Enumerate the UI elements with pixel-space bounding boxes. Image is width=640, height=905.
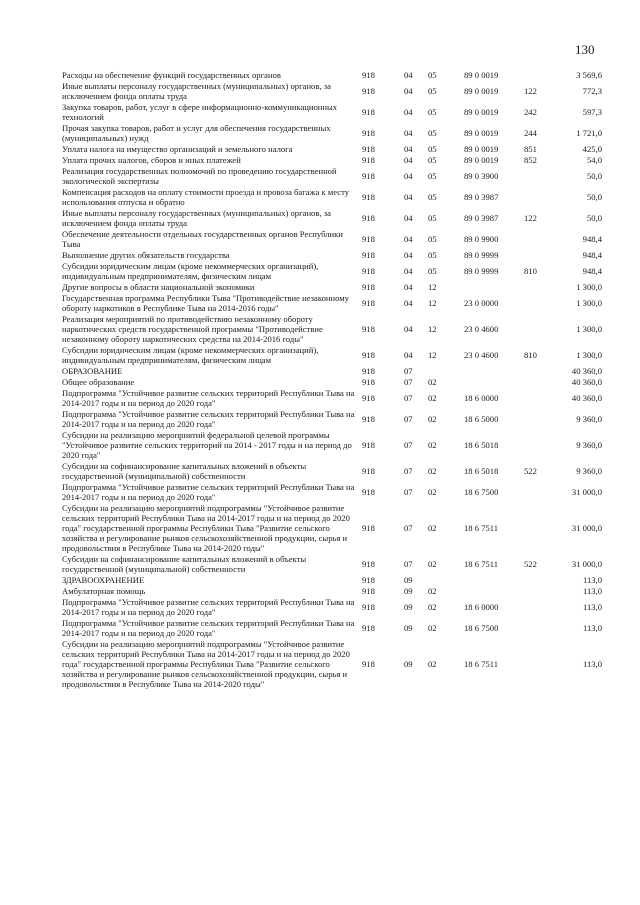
row-amount: 1 721,0 — [576, 128, 602, 138]
row-name: Государственная программа Республики Тыва "Противодействие незаконному обороту наркотиков в Республике Тыва на 2014-2016 годы" — [62, 293, 349, 313]
row-name: Уплата налога на имущество организаций и земельного налога — [62, 144, 293, 154]
row-grbs-code: 918 — [362, 523, 375, 533]
row-expense-type — [524, 293, 554, 314]
row-amount: 9 360,0 — [576, 440, 602, 450]
row-expense-type — [524, 377, 554, 388]
row-grbs-code: 918 — [362, 250, 375, 260]
row-subsection-code: 02 — [428, 602, 437, 612]
row-name: Реализация мероприятий по противодействию незаконному обороту наркотических средств государственной программы "Противодействие незаконному обороту наркотических средства на 2014-2016 годы" — [62, 314, 323, 344]
row-section-code: 04 — [404, 171, 413, 181]
row-section-code: 09 — [404, 586, 413, 596]
row-name: Субсидии на софинансирование капитальных вложений в объекты государственной (муниципальной) собственности — [62, 461, 307, 481]
row-grbs-code: 918 — [362, 70, 375, 80]
row-subsection-code: 12 — [428, 324, 437, 334]
row-subsection-code: 05 — [428, 192, 437, 202]
row-expense-type — [524, 597, 554, 618]
row-grbs-code: 918 — [362, 602, 375, 612]
row-subsection-code: 05 — [428, 155, 437, 165]
row-amount: 50,0 — [586, 213, 602, 223]
row-expense-type: 522 — [524, 559, 537, 569]
row-target-article: 18 6 7511 — [464, 523, 499, 533]
row-target-article: 23 0 0000 — [464, 298, 499, 308]
row-subsection-code: 05 — [428, 144, 437, 154]
row-subsection-code: 02 — [428, 466, 437, 476]
row-expense-type: 852 — [524, 155, 537, 165]
row-expense-type — [524, 639, 554, 690]
row-grbs-code: 918 — [362, 623, 375, 633]
row-section-code: 07 — [404, 377, 413, 387]
row-subsection-code: 02 — [428, 393, 437, 403]
row-section-code: 04 — [404, 128, 413, 138]
row-subsection-code: 12 — [428, 350, 437, 360]
row-section-code: 07 — [404, 440, 413, 450]
row-name: Выполнение других обязательств государства — [62, 250, 230, 260]
row-subsection-code: 05 — [428, 213, 437, 223]
table-row — [62, 597, 602, 618]
row-target-article: 18 6 5018 — [464, 466, 499, 476]
table-row — [62, 618, 602, 639]
row-grbs-code: 918 — [362, 366, 375, 376]
row-expense-type — [524, 503, 554, 554]
table-row — [62, 123, 602, 144]
row-amount: 113,0 — [582, 586, 602, 596]
row-target-article: 89 0 9999 — [464, 250, 499, 260]
table-row — [62, 187, 602, 208]
row-grbs-code: 918 — [362, 377, 375, 387]
row-amount: 40 360,0 — [571, 393, 602, 403]
row-grbs-code: 918 — [362, 282, 375, 292]
row-target-article: 18 6 0000 — [464, 393, 499, 403]
row-grbs-code: 918 — [362, 107, 375, 117]
row-name: Другие вопросы в области национальной экономики — [62, 282, 255, 292]
table-row — [62, 366, 602, 377]
row-grbs-code: 918 — [362, 213, 375, 223]
row-subsection-code: 05 — [428, 250, 437, 260]
row-section-code: 09 — [404, 659, 413, 669]
row-target-article — [464, 366, 524, 377]
row-amount: 50,0 — [586, 192, 602, 202]
row-subsection-code: 05 — [428, 86, 437, 96]
row-name: Подпрограмма "Устойчивое развитие сельских территорий Республики Тыва на 2014-2017 годы и на период до 2020 года" — [62, 618, 355, 638]
row-amount: 1 300,0 — [576, 298, 602, 308]
row-grbs-code: 918 — [362, 659, 375, 669]
row-grbs-code: 918 — [362, 466, 375, 476]
row-amount: 1 300,0 — [576, 350, 602, 360]
row-section-code: 07 — [404, 559, 413, 569]
table-row — [62, 430, 602, 461]
row-name: Субсидии на софинансирование капитальных вложений в объекты государственной (муниципальной) собственности — [62, 554, 307, 574]
row-section-code: 09 — [404, 575, 413, 585]
row-name: Обеспечение деятельности отдельных государственных органов Республики Тыва — [62, 229, 343, 249]
row-section-code: 09 — [404, 623, 413, 633]
row-subsection-code: 12 — [428, 282, 437, 292]
row-section-code: 07 — [404, 414, 413, 424]
row-grbs-code: 918 — [362, 586, 375, 596]
table-row — [62, 250, 602, 261]
row-name: Компенсация расходов на оплату стоимости проезда и провоза багажа к месту использования отпуска и обратно — [62, 187, 350, 207]
row-expense-type — [524, 575, 554, 586]
row-grbs-code: 918 — [362, 86, 375, 96]
table-row — [62, 639, 602, 690]
row-amount: 948,4 — [582, 234, 602, 244]
row-amount: 948,4 — [582, 250, 602, 260]
row-subsection-code: 02 — [428, 659, 437, 669]
row-target-article — [464, 586, 524, 597]
row-expense-type — [524, 586, 554, 597]
row-name: Субсидии юридическим лицам (кроме некоммерческих организаций), индивидуальным предпринимателям, физическим лицам — [62, 345, 319, 365]
row-subsection-code: 02 — [428, 414, 437, 424]
row-section-code: 04 — [404, 86, 413, 96]
table-row — [62, 293, 602, 314]
row-section-code: 07 — [404, 466, 413, 476]
row-subsection-code: 05 — [428, 266, 437, 276]
row-target-article: 89 0 0019 — [464, 128, 499, 138]
row-amount: 40 360,0 — [571, 377, 602, 387]
table-row — [62, 166, 602, 187]
row-expense-type — [524, 166, 554, 187]
table-row — [62, 388, 602, 409]
table-row — [62, 503, 602, 554]
row-expense-type: 522 — [524, 466, 537, 476]
budget-table-body — [62, 70, 602, 690]
row-name: Расходы на обеспечение функций государственных органов — [62, 70, 281, 80]
table-row — [62, 208, 602, 229]
row-grbs-code: 918 — [362, 171, 375, 181]
row-amount: 9 360,0 — [576, 414, 602, 424]
table-row — [62, 345, 602, 366]
row-expense-type: 851 — [524, 144, 537, 154]
row-subsection-code — [428, 366, 464, 377]
row-expense-type: 244 — [524, 128, 537, 138]
row-section-code: 04 — [404, 192, 413, 202]
row-section-code: 04 — [404, 144, 413, 154]
row-target-article — [464, 282, 524, 293]
row-expense-type — [524, 314, 554, 345]
row-section-code: 04 — [404, 324, 413, 334]
row-expense-type: 122 — [524, 86, 537, 96]
row-name: Прочая закупка товаров, работ и услуг для обеспечения государственных (муниципальных) нужд — [62, 123, 331, 143]
row-name: Подпрограмма "Устойчивое развитие сельских территорий Республики Тыва на 2014-2017 годы и на период до 2020 года" — [62, 409, 355, 429]
table-row — [62, 282, 602, 293]
table-row — [62, 229, 602, 250]
row-target-article: 18 6 7500 — [464, 623, 499, 633]
row-target-article: 89 0 0019 — [464, 86, 499, 96]
table-row — [62, 144, 602, 155]
row-subsection-code: 02 — [428, 523, 437, 533]
row-amount: 425,0 — [582, 144, 602, 154]
row-section-code: 04 — [404, 250, 413, 260]
row-subsection-code: 05 — [428, 70, 437, 80]
row-expense-type — [524, 430, 554, 461]
row-name: Подпрограмма "Устойчивое развитие сельских территорий Республики Тыва на 2014-2017 годы и на период до 2020 года" — [62, 482, 355, 502]
row-expense-type — [524, 282, 554, 293]
row-amount: 9 360,0 — [576, 466, 602, 476]
row-section-code: 07 — [404, 393, 413, 403]
row-grbs-code: 918 — [362, 575, 375, 585]
row-name: ОБРАЗОВАНИЕ — [62, 366, 123, 376]
row-section-code: 04 — [404, 282, 413, 292]
row-name: Общее образование — [62, 377, 135, 387]
row-target-article: 89 0 9900 — [464, 234, 499, 244]
row-subsection-code: 05 — [428, 107, 437, 117]
row-grbs-code: 918 — [362, 414, 375, 424]
row-target-article: 18 6 5000 — [464, 414, 499, 424]
row-amount: 50,0 — [586, 171, 602, 181]
row-expense-type — [524, 388, 554, 409]
row-target-article: 18 6 7500 — [464, 487, 499, 497]
row-grbs-code: 918 — [362, 350, 375, 360]
table-row — [62, 81, 602, 102]
row-target-article: 18 6 7511 — [464, 659, 499, 669]
row-grbs-code: 918 — [362, 128, 375, 138]
row-grbs-code: 918 — [362, 144, 375, 154]
row-expense-type — [524, 409, 554, 430]
row-section-code: 04 — [404, 107, 413, 117]
row-section-code: 07 — [404, 523, 413, 533]
row-target-article: 23 0 4600 — [464, 324, 499, 334]
row-target-article: 89 0 0019 — [464, 107, 499, 117]
row-grbs-code: 918 — [362, 192, 375, 202]
row-expense-type: 810 — [524, 266, 537, 276]
page-number: 130 — [575, 42, 595, 57]
row-target-article: 23 0 4600 — [464, 350, 499, 360]
table-row — [62, 102, 602, 123]
row-subsection-code: 05 — [428, 171, 437, 181]
row-subsection-code: 02 — [428, 487, 437, 497]
table-row — [62, 409, 602, 430]
row-target-article: 89 0 0019 — [464, 144, 499, 154]
row-expense-type: 122 — [524, 213, 537, 223]
row-section-code: 04 — [404, 70, 413, 80]
table-row — [62, 155, 602, 166]
row-subsection-code: 02 — [428, 623, 437, 633]
row-grbs-code: 918 — [362, 155, 375, 165]
row-section-code: 04 — [404, 350, 413, 360]
row-grbs-code: 918 — [362, 298, 375, 308]
row-expense-type — [524, 70, 554, 81]
table-row — [62, 461, 602, 482]
row-amount: 113,0 — [582, 602, 602, 612]
row-section-code: 04 — [404, 213, 413, 223]
table-row — [62, 261, 602, 282]
table-row — [62, 377, 602, 388]
row-grbs-code: 918 — [362, 393, 375, 403]
row-name: Субсидии юридическим лицам (кроме некоммерческих организаций), индивидуальным предпринимателям, физическим лицам — [62, 261, 319, 281]
row-subsection-code: 02 — [428, 440, 437, 450]
row-target-article — [464, 575, 524, 586]
row-expense-type — [524, 187, 554, 208]
table-row — [62, 586, 602, 597]
row-amount: 113,0 — [582, 659, 602, 669]
row-target-article: 89 0 3987 — [464, 213, 499, 223]
table-row — [62, 554, 602, 575]
row-name: Реализация государственных полномочий по проведению государственной экологической экспертизы — [62, 166, 337, 186]
row-section-code: 04 — [404, 234, 413, 244]
row-target-article: 18 6 7511 — [464, 559, 499, 569]
row-name: Амбулаторная помощь — [62, 586, 146, 596]
row-amount: 1 300,0 — [576, 282, 602, 292]
row-amount: 113,0 — [582, 575, 602, 585]
row-name: Уплата прочих налогов, сборов и иных платежей — [62, 155, 241, 165]
row-section-code: 04 — [404, 266, 413, 276]
row-section-code: 04 — [404, 298, 413, 308]
row-expense-type: 810 — [524, 350, 537, 360]
row-name: Иные выплаты персоналу государственных (муниципальных) органов, за исключением фонда оплаты труда — [62, 208, 331, 228]
row-expense-type — [524, 482, 554, 503]
row-grbs-code: 918 — [362, 559, 375, 569]
row-expense-type — [524, 250, 554, 261]
row-name: Иные выплаты персоналу государственных (муниципальных) органов, за исключением фонда оплаты труда — [62, 81, 331, 101]
row-section-code: 04 — [404, 155, 413, 165]
row-expense-type — [524, 229, 554, 250]
row-target-article — [464, 377, 524, 388]
row-amount: 113,0 — [582, 623, 602, 633]
row-section-code: 07 — [404, 487, 413, 497]
row-expense-type — [524, 366, 554, 377]
row-target-article: 89 0 9999 — [464, 266, 499, 276]
row-subsection-code: 12 — [428, 298, 437, 308]
row-amount: 31 000,0 — [571, 487, 602, 497]
row-target-article: 89 0 0019 — [464, 155, 499, 165]
row-amount: 772,3 — [582, 86, 602, 96]
row-amount: 3 569,6 — [576, 70, 602, 80]
row-grbs-code: 918 — [362, 440, 375, 450]
row-amount: 40 360,0 — [571, 366, 602, 376]
table-row — [62, 575, 602, 586]
row-amount: 31 000,0 — [571, 559, 602, 569]
row-name: Субсидии на реализацию мероприятий подпрограммы "Устойчивое развитие сельских территорий Республики Тыва на 2014-2017 годы и на период до 2020 года" государственной программы Республики Тыва "Развитие сельского хозяйства и регулирование рынков сельскохозяйственной продукции, сырья и продовольствия в Республике Тыва на 2014-2020 годы" — [62, 639, 350, 689]
row-target-article: 18 6 0000 — [464, 602, 499, 612]
row-name: Подпрограмма "Устойчивое развитие сельских территорий Республики Тыва на 2014-2017 годы и на период до 2020 года" — [62, 388, 355, 408]
row-subsection-code: 02 — [428, 559, 437, 569]
row-grbs-code: 918 — [362, 324, 375, 334]
row-grbs-code: 918 — [362, 234, 375, 244]
row-grbs-code: 918 — [362, 266, 375, 276]
table-row — [62, 70, 602, 81]
row-name: Субсидии на реализацию мероприятий федеральной целевой программы "Устойчивое развитие сельских территорий на 2014 - 2017 годы и на период до 2020 года" — [62, 430, 352, 460]
row-amount: 54,0 — [586, 155, 602, 165]
row-section-code: 07 — [404, 366, 413, 376]
row-target-article: 89 0 3987 — [464, 192, 499, 202]
row-subsection-code: 02 — [428, 377, 437, 387]
row-subsection-code: 02 — [428, 586, 437, 596]
row-name: Закупка товаров, работ, услуг в сфере информационно-коммуникационных технологий — [62, 102, 338, 122]
budget-table — [62, 70, 602, 690]
row-target-article: 89 0 3900 — [464, 171, 499, 181]
row-name: Подпрограмма "Устойчивое развитие сельских территорий Республики Тыва на 2014-2017 годы и на период до 2020 года" — [62, 597, 355, 617]
row-amount: 31 000,0 — [571, 523, 602, 533]
row-grbs-code: 918 — [362, 487, 375, 497]
row-subsection-code: 05 — [428, 128, 437, 138]
row-expense-type — [524, 618, 554, 639]
row-target-article: 18 6 5018 — [464, 440, 499, 450]
row-name: Субсидии на реализацию мероприятий подпрограммы "Устойчивое развитие сельских территорий Республики Тыва на 2014-2017 годы и на период до 2020 года" государственной программы Республики Тыва "Развитие сельского хозяйства и регулирование рынков сельскохозяйственной продукции, сырья и продовольствия в Республике Тыва на 2014-2020 годы" — [62, 503, 350, 553]
row-subsection-code: 05 — [428, 234, 437, 244]
row-amount: 948,4 — [582, 266, 602, 276]
row-subsection-code — [428, 575, 464, 586]
row-section-code: 09 — [404, 602, 413, 612]
row-name: ЗДРАВООХРАНЕНИЕ — [62, 575, 145, 585]
table-row — [62, 314, 602, 345]
row-amount: 597,3 — [582, 107, 602, 117]
row-target-article: 89 0 0019 — [464, 70, 499, 80]
table-row — [62, 482, 602, 503]
row-amount: 1 300,0 — [576, 324, 602, 334]
row-expense-type: 242 — [524, 107, 537, 117]
